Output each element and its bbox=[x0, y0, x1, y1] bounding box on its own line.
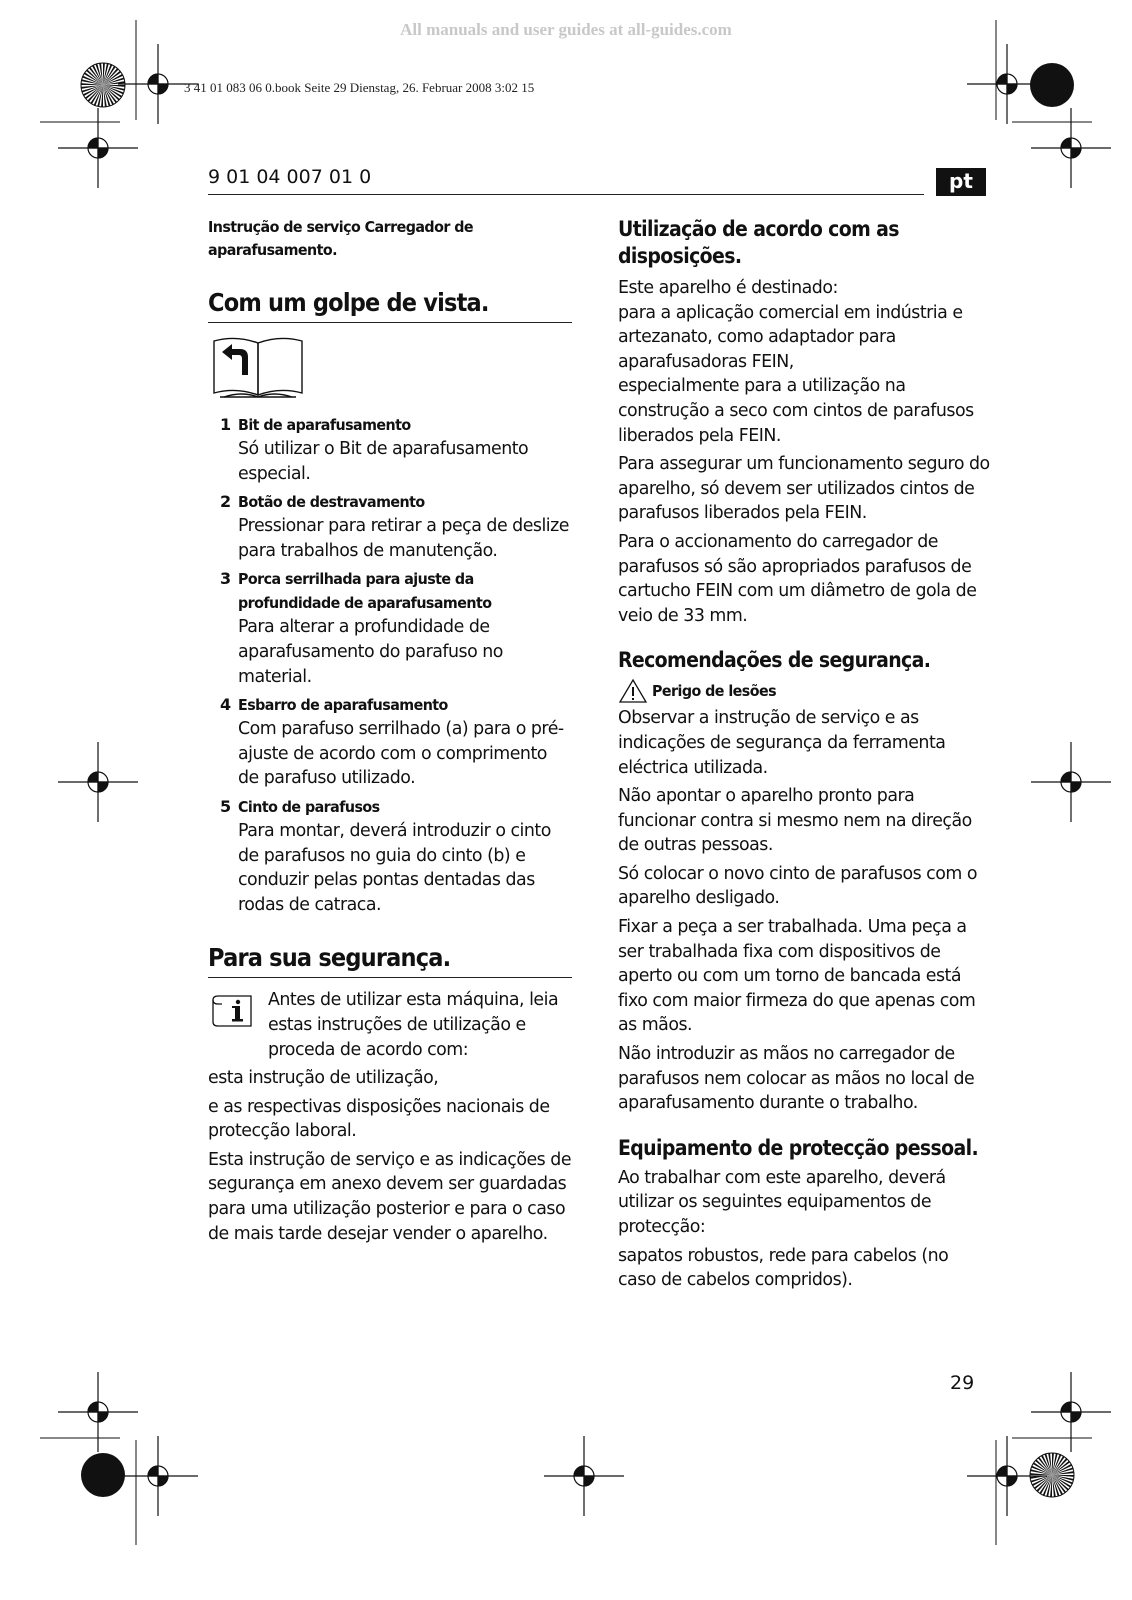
component-item bbox=[208, 795, 572, 917]
component-item bbox=[208, 567, 572, 689]
registration-crosshair-icon bbox=[1031, 108, 1111, 188]
header-rule bbox=[208, 194, 924, 195]
component-title: Botão de destravamento bbox=[238, 493, 425, 512]
component-description: Pressionar para retirar a peça de deslize para trabalhos de manutenção. bbox=[238, 516, 569, 561]
component-title: Esbarro de aparafusamento bbox=[238, 696, 448, 715]
component-title: Cinto de parafusos bbox=[238, 797, 380, 816]
section-safety-header bbox=[208, 943, 572, 978]
right-column bbox=[618, 216, 990, 1297]
paragraph: Só colocar o novo cinto de parafusos com o aparelho desligado. bbox=[618, 863, 977, 909]
registration-crosshair-icon bbox=[1031, 1372, 1111, 1452]
registration-dot-icon bbox=[1030, 63, 1074, 107]
intended-use-paragraphs bbox=[618, 276, 990, 628]
registration-crosshair-icon bbox=[1031, 742, 1111, 822]
intro-title: Instrução de serviço Carregador de aparafusamento. bbox=[208, 218, 473, 259]
registration-crosshair-icon bbox=[967, 1436, 1047, 1516]
component-title: Porca serrilhada para ajuste da profundidade de aparafusamento bbox=[238, 570, 492, 613]
paragraph: Esta instrução de serviço e as indicações de segurança em anexo devem ser guardadas para uma utilização posterior e para o caso de mais tarde desejar vender o aparelho. bbox=[208, 1149, 572, 1244]
component-number: 4 bbox=[220, 695, 232, 715]
book-info: 3 41 01 083 06 0.book Seite 29 Dienstag, 26. Februar 2008 3:02 15 bbox=[184, 80, 535, 95]
component-list bbox=[208, 413, 572, 917]
component-item bbox=[208, 693, 572, 791]
paragraph: especialmente para a utilização na construção a seco com cintos de parafusos liberados pela FEIN. bbox=[618, 376, 974, 446]
warning-label: Perigo de lesões bbox=[652, 681, 777, 700]
section-overview-title: Com um golpe de vista. bbox=[208, 288, 489, 317]
section-ppe-title: Equipamento de protecção pessoal. bbox=[618, 1135, 979, 1160]
registration-dot-icon bbox=[81, 1453, 125, 1497]
warning-triangle-icon bbox=[618, 678, 648, 704]
paragraph: Para assegurar um funcionamento seguro do aparelho, só devem ser utilizados cintos de parafusos liberados pela FEIN. bbox=[618, 454, 990, 524]
watermark: All manuals and user guides at all-guides.com bbox=[400, 20, 732, 39]
registration-crosshair-icon bbox=[58, 1372, 138, 1452]
registration-crosshair-icon bbox=[544, 1436, 624, 1516]
section-safety-recommendations-title: Recomendações de segurança. bbox=[618, 648, 931, 673]
page-number: 29 bbox=[950, 1372, 975, 1394]
starburst-icon bbox=[1030, 1453, 1074, 1497]
component-description: Para montar, deverá introduzir o cinto de parafusos no guia do cinto (b) e conduzir pelas pontas dentadas das rodas de catraca. bbox=[238, 820, 551, 915]
registration-crosshair-icon bbox=[118, 1436, 198, 1516]
warning-row bbox=[618, 678, 990, 704]
info-book-icon bbox=[210, 992, 254, 1028]
section-overview-header bbox=[208, 288, 572, 323]
starburst-icon bbox=[81, 63, 125, 107]
paragraph: Não apontar o aparelho pronto para funcionar contra si mesmo nem na direção de outras pessoas. bbox=[618, 786, 972, 856]
paragraph: Observar a instrução de serviço e as indicações de segurança da ferramenta eléctrica utilizada. bbox=[618, 708, 946, 778]
paragraph: sapatos robustos, rede para cabelos (no caso de cabelos compridos). bbox=[618, 1245, 949, 1291]
component-number: 1 bbox=[220, 415, 232, 434]
component-number: 3 bbox=[220, 569, 232, 589]
doc-number: 9 01 04 007 01 0 bbox=[208, 166, 372, 188]
paragraph: esta instrução de utilização, bbox=[208, 1068, 439, 1089]
paragraph: Fixar a peça a ser trabalhada. Uma peça a ser trabalhada fixa com dispositivos de aperto ou com um torno de bancada está fixo com maior firmeza do que apenas com as mãos. bbox=[618, 917, 976, 1036]
paragraph: para a aplicação comercial em indústria e artezanato, como adaptador para aparafusadoras FEIN, bbox=[618, 302, 963, 372]
paragraph: e as respectivas disposições nacionais de protecção laboral. bbox=[208, 1096, 550, 1142]
paragraph: Ao trabalhar com este aparelho, deverá utilizar os seguintes equipamentos de protecção: bbox=[618, 1167, 946, 1237]
component-item bbox=[208, 413, 572, 486]
paragraph: Não introduzir as mãos no carregador de parafusos nem colocar as mãos no local de aparafusamento durante o trabalho. bbox=[618, 1044, 975, 1114]
section-intended-use-title: Utilização de acordo com as disposições. bbox=[618, 217, 899, 268]
registration-crosshair-icon bbox=[58, 108, 138, 188]
safety-paragraphs bbox=[208, 1066, 572, 1246]
component-description: Para alterar a profundidade de aparafusamento do parafuso no material. bbox=[238, 617, 503, 687]
component-number: 2 bbox=[220, 492, 232, 512]
paragraph: Para o accionamento do carregador de parafusos só são apropriados parafusos de cartucho FEIN com um diâmetro de gola de veio de 33 mm. bbox=[618, 531, 977, 626]
section-safety-title: Para sua segurança. bbox=[208, 943, 451, 973]
component-item bbox=[208, 490, 572, 563]
component-title: Bit de aparafusamento bbox=[238, 416, 411, 434]
note-text: Antes de utilizar esta máquina, leia estas instruções de utilização e proceda de acordo com: bbox=[268, 990, 559, 1060]
safety-recommendation-paragraphs bbox=[618, 706, 990, 1116]
book-icon bbox=[210, 335, 572, 403]
component-description: Com parafuso serrilhado (a) para o pré-ajuste de acordo com o comprimento de parafuso utilizado. bbox=[238, 719, 564, 789]
component-number: 5 bbox=[220, 796, 232, 816]
component-description: Só utilizar o Bit de aparafusamento especial. bbox=[238, 439, 529, 484]
ppe-paragraphs bbox=[618, 1166, 990, 1293]
registration-crosshair-icon bbox=[58, 742, 138, 822]
info-note bbox=[208, 988, 572, 1062]
language-tab: pt bbox=[936, 168, 986, 196]
paragraph: Este aparelho é destinado: bbox=[618, 278, 838, 298]
left-column bbox=[208, 216, 572, 1250]
